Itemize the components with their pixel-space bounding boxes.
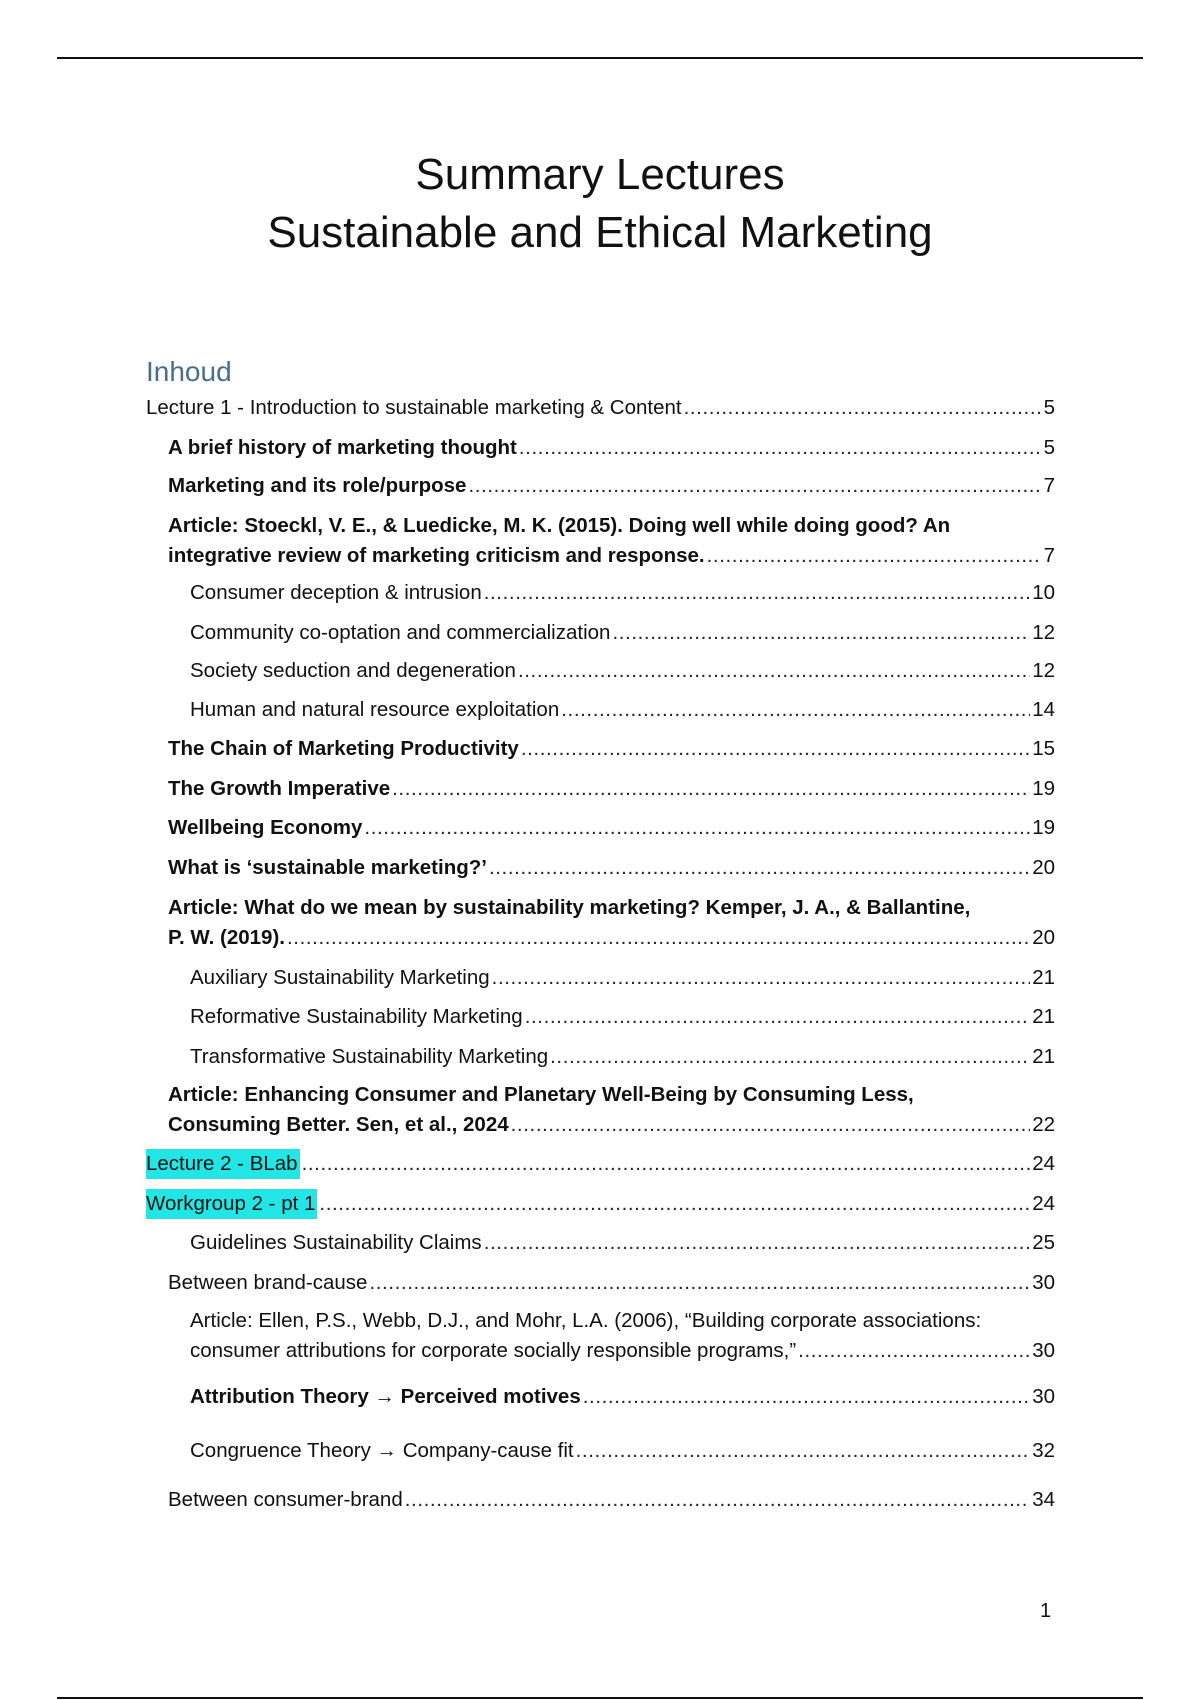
toc-entry-label-line1: Article: What do we mean by sustainability marketing? Kemper, J. A., & Ballantine, [168,896,971,919]
toc-entry[interactable] [168,896,1055,953]
toc-entry[interactable] [146,1149,1055,1179]
toc-entry-page: 21 [1032,966,1055,989]
toc-entry-label: Between brand-cause [168,1271,368,1294]
toc-entry-label: Reformative Sustainability Marketing [190,1005,523,1028]
toc-entry-label: Guidelines Sustainability Claims [190,1231,482,1254]
toc-entry[interactable] [146,393,1055,423]
toc-entry-page: 20 [1032,926,1055,949]
toc-entry[interactable] [190,1382,1055,1412]
toc-entry[interactable] [168,1485,1055,1515]
dot-leader [684,393,1041,423]
toc-entry-label: Workgroup 2 - pt 1 [146,1189,317,1219]
bottom-rule [57,1697,1143,1699]
toc-entry[interactable] [190,1228,1055,1258]
toc-entry-label-line1: Article: Stoeckl, V. E., & Luedicke, M. K. (2015). Doing well while doing good? An [168,514,951,537]
toc-entry-label: Community co-optation and commercialization [190,621,611,644]
toc-entry[interactable] [190,1436,1055,1466]
dot-leader [287,923,1030,953]
toc-entry-label: The Growth Imperative [168,777,391,800]
dot-leader [319,1189,1030,1219]
toc-entry-page: 22 [1032,1113,1055,1136]
toc-entry[interactable] [168,471,1055,501]
dot-leader [405,1485,1030,1515]
toc-entry[interactable] [168,514,1055,571]
dot-leader [583,1382,1030,1412]
toc-entry-page: 5 [1043,396,1055,419]
toc-entry-page: 5 [1043,436,1055,459]
toc-entry-label: P. W. (2019). [168,926,285,949]
toc-entry-label: Human and natural resource exploitation [190,698,560,721]
toc-entry-page: 25 [1032,1231,1055,1254]
dot-leader [525,1002,1030,1032]
dot-leader [576,1436,1031,1466]
dot-leader [392,774,1030,804]
toc-entry[interactable] [190,578,1055,608]
toc-entry-page: 7 [1043,544,1055,567]
toc-entry[interactable] [168,813,1055,843]
dot-leader [468,471,1041,501]
toc-entry-page: 12 [1032,659,1055,682]
toc-entry-page: 30 [1032,1339,1055,1362]
toc-heading: Inhoud [146,356,232,387]
dot-leader [519,433,1041,463]
dot-leader [521,734,1030,764]
dot-leader [798,1336,1030,1366]
page-number: 1 [1040,1600,1052,1622]
toc-entry-label: Transformative Sustainability Marketing [190,1045,549,1068]
toc-entry-label: Marketing and its role/purpose [168,474,467,497]
toc-entry-page: 19 [1032,816,1055,839]
toc-entry[interactable] [168,433,1055,463]
dot-leader [369,1268,1030,1298]
toc-entry[interactable] [168,774,1055,804]
toc-entry[interactable] [146,1189,1055,1219]
toc-entry-label: What is ‘sustainable marketing?’ [168,856,487,879]
toc-entry-label-line1: Article: Ellen, P.S., Webb, D.J., and Mohr, L.A. (2006), “Building corporate associations: [190,1309,982,1332]
toc-entry-label-line1: Article: Enhancing Consumer and Planetary Well-Being by Consuming Less, [168,1083,914,1106]
toc-entry-label: Society seduction and degeneration [190,659,516,682]
toc-entry-page: 21 [1032,1005,1055,1028]
dot-leader [561,695,1030,725]
toc-entry[interactable] [190,1309,1055,1366]
dot-leader [550,1042,1030,1072]
toc-entry-page: 24 [1032,1152,1055,1175]
toc-entry[interactable] [190,1002,1055,1032]
toc-entry-page: 21 [1032,1045,1055,1068]
toc-entry-label: integrative review of marketing criticism and response. [168,544,705,567]
toc-entry-label: A brief history of marketing thought [168,436,517,459]
toc-entry-page: 24 [1032,1192,1055,1215]
toc-entry-page: 19 [1032,777,1055,800]
toc-entry-page: 32 [1032,1439,1055,1462]
toc-entry-label: Wellbeing Economy [168,816,363,839]
toc-entry-label: consumer attributions for corporate socially responsible programs,” [190,1339,797,1362]
dot-leader [511,1110,1031,1140]
toc-entry-page: 14 [1032,698,1055,721]
toc-entry-label: The Chain of Marketing Productivity [168,737,519,760]
toc-entry[interactable] [190,963,1055,993]
toc-entry[interactable] [190,1042,1055,1072]
dot-leader [612,618,1030,648]
toc-entry-label: Consumer deception & intrusion [190,581,482,604]
toc-entry[interactable] [168,853,1055,883]
dot-leader [518,656,1030,686]
toc-entry-page: 15 [1032,737,1055,760]
toc-entry-label: Lecture 1 - Introduction to sustainable marketing & Content [146,396,682,419]
dot-leader [492,963,1031,993]
toc-entry[interactable] [168,734,1055,764]
toc-entry-label: Between consumer-brand [168,1488,403,1511]
toc-entry-label: Lecture 2 - BLab [146,1149,300,1179]
toc-entry-page: 30 [1032,1271,1055,1294]
dot-leader [484,578,1030,608]
title-line-1: Summary Lectures [415,150,785,199]
toc-entry-label: Consuming Better. Sen, et al., 2024 [168,1113,509,1136]
toc-entry-label: Auxiliary Sustainability Marketing [190,966,490,989]
toc-entry-page: 20 [1032,856,1055,879]
toc-entry-page: 10 [1032,581,1055,604]
toc-entry[interactable] [190,695,1055,725]
toc-entry-page: 34 [1032,1488,1055,1511]
dot-leader [364,813,1030,843]
toc-entry-page: 12 [1032,621,1055,644]
dot-leader [707,541,1041,571]
toc-entry-label: Attribution Theory → Perceived motives [190,1385,581,1408]
toc-entry[interactable] [168,1268,1055,1298]
dot-leader [302,1149,1031,1179]
toc-entry[interactable] [190,656,1055,686]
toc-entry[interactable] [168,1083,1055,1140]
dot-leader [484,1228,1031,1258]
title-line-2: Sustainable and Ethical Marketing [267,208,933,257]
toc-entry-page: 30 [1032,1385,1055,1408]
dot-leader [489,853,1030,883]
toc-entry[interactable] [190,618,1055,648]
toc-entry-page: 7 [1043,474,1055,497]
toc-entry-label: Congruence Theory → Company-cause fit [190,1439,574,1462]
